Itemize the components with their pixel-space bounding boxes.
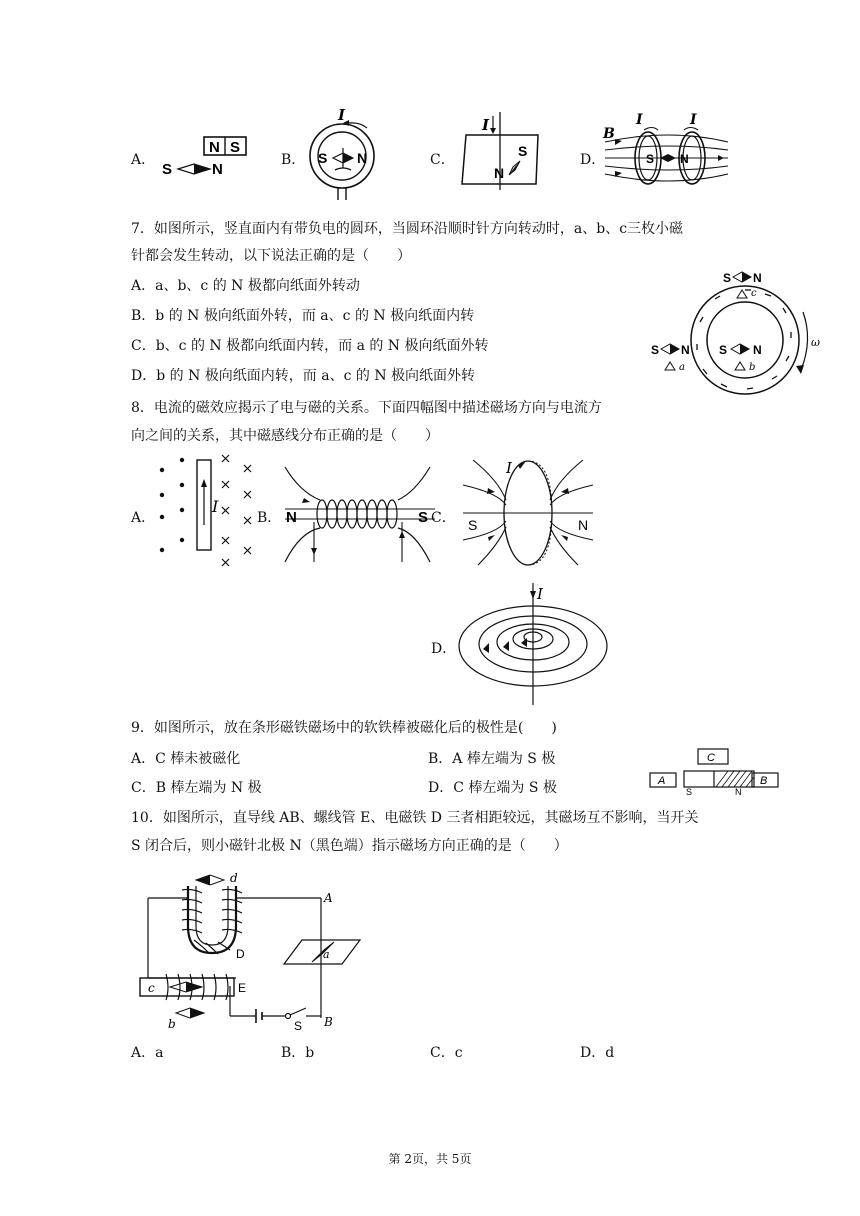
q8-stem-line1: 8．电流的磁效应揭示了电与磁的关系。下面四幅图中描述磁场方向与电流方	[131, 400, 602, 416]
svg-text:D: D	[236, 947, 245, 961]
q9-magnet-figure	[648, 745, 783, 795]
svg-text:N: N	[212, 161, 223, 178]
q7-option-b: B．b 的 N 极向纸面外转，而 a、c 的 N 极向纸面内转	[131, 308, 475, 324]
svg-text:I: I	[690, 112, 697, 128]
svg-text:A: A	[324, 891, 333, 905]
svg-text:a: a	[679, 362, 685, 373]
svg-text:S: S	[723, 271, 732, 285]
svg-text:ω: ω	[811, 336, 820, 349]
svg-text:S: S	[294, 1019, 303, 1033]
q7-stem-line2: 针都会发生转动，以下说法正确的是（ ）	[131, 248, 411, 264]
q9-option-a: A．C 棒未被磁化	[131, 751, 241, 767]
q7-option-a: A．a、b、c 的 N 极都向纸面外转动	[131, 278, 360, 294]
q8-option-c-label: C．	[431, 510, 456, 526]
q7-ring-figure	[645, 262, 825, 397]
svg-text:I: I	[506, 459, 512, 477]
svg-text:N: N	[494, 165, 505, 181]
svg-text:S: S	[468, 517, 478, 533]
q10-stem-line2: S 闭合后，则小磁针北极 N（黑色端）指示磁场方向正确的是（ ）	[131, 838, 568, 854]
q10-option-a: A．a	[131, 1045, 164, 1061]
q9-stem: 9．如图所示，放在条形磁铁磁场中的软铁棒被磁化后的极性是( )	[131, 720, 557, 736]
svg-text:N: N	[753, 343, 762, 357]
q10-option-d: D．d	[580, 1045, 615, 1061]
q9-option-c: C．B 棒左端为 N 极	[131, 780, 262, 796]
svg-text:N: N	[578, 517, 589, 533]
svg-text:S: S	[646, 152, 655, 166]
q6-option-d-label: D．	[580, 152, 606, 168]
svg-text:S: S	[162, 161, 173, 178]
q6-option-c-label: C．	[430, 152, 455, 168]
q10-stem-line1: 10．如图所示，直导线 AB、螺线管 E、电磁铁 D 三者相距较远，其磁场互不影响，当开关	[131, 810, 699, 826]
q6-option-a-label: A．	[131, 152, 156, 168]
q8-fig-d	[455, 583, 615, 708]
q6a-s: S	[230, 139, 241, 156]
q9-option-d: D．C 棒左端为 S 极	[428, 780, 557, 796]
svg-text:N: N	[680, 152, 689, 166]
svg-text:I: I	[212, 497, 219, 516]
svg-text:N: N	[735, 787, 742, 797]
q8-stem-line2: 向之间的关系，其中磁感线分布正确的是（ ）	[131, 428, 439, 444]
svg-text:B: B	[760, 775, 768, 787]
q6-fig-b	[305, 108, 385, 203]
svg-text:S: S	[318, 150, 328, 166]
svg-text:S: S	[686, 787, 693, 797]
q6a-n: N	[209, 139, 220, 156]
svg-text:b: b	[168, 1017, 176, 1031]
q7-option-c: C．b、c 的 N 极都向纸面内转，而 a 的 N 极向纸面外转	[131, 338, 489, 354]
svg-text:c: c	[751, 288, 757, 299]
q8-fig-b	[280, 462, 440, 567]
q8-fig-c	[458, 455, 598, 570]
page-footer: 第 2页，共 5页	[388, 1152, 472, 1166]
q8-option-d-label: D．	[431, 641, 457, 657]
svg-text:S: S	[518, 143, 528, 159]
q8-fig-a	[150, 455, 260, 575]
svg-text:c: c	[148, 981, 155, 995]
svg-text:I: I	[482, 116, 490, 134]
svg-text:a: a	[323, 948, 330, 961]
svg-text:I: I	[537, 585, 543, 603]
q6-fig-c	[458, 110, 548, 190]
q9-option-b: B．A 棒左端为 S 极	[428, 751, 556, 767]
q8-option-a-label: A．	[131, 510, 156, 526]
svg-text:A: A	[658, 775, 666, 787]
svg-text:b: b	[749, 362, 756, 373]
svg-text:N: N	[753, 271, 762, 285]
svg-text:S: S	[719, 343, 728, 357]
svg-text:I: I	[338, 106, 346, 124]
svg-text:E: E	[238, 981, 247, 995]
q6-option-b-label: B．	[281, 152, 306, 168]
svg-text:I: I	[636, 112, 643, 128]
q10-option-c: C．c	[430, 1045, 463, 1061]
q10-option-b: B．b	[281, 1045, 315, 1061]
svg-text:N: N	[357, 150, 368, 166]
q7-stem-line1: 7．如图所示，竖直面内有带负电的圆环，当圆环沿顺时针方向转动时，a、b、c三枚小磁	[131, 221, 684, 237]
q6-fig-d	[600, 110, 730, 195]
svg-text:d: d	[230, 871, 238, 885]
svg-text:B: B	[324, 1015, 333, 1029]
svg-text:C: C	[707, 752, 715, 764]
svg-text:S: S	[418, 509, 429, 526]
q7-option-d: D．b 的 N 极向纸面内转，而 a、c 的 N 极向纸面外转	[131, 368, 476, 384]
svg-text:B: B	[603, 126, 615, 142]
svg-text:S: S	[651, 343, 660, 357]
svg-text:N: N	[681, 343, 690, 357]
q8-option-b-label: B．	[257, 510, 282, 526]
svg-text:N: N	[286, 509, 297, 526]
q10-circuit-figure	[136, 868, 376, 1033]
q6-fig-a	[160, 132, 255, 182]
